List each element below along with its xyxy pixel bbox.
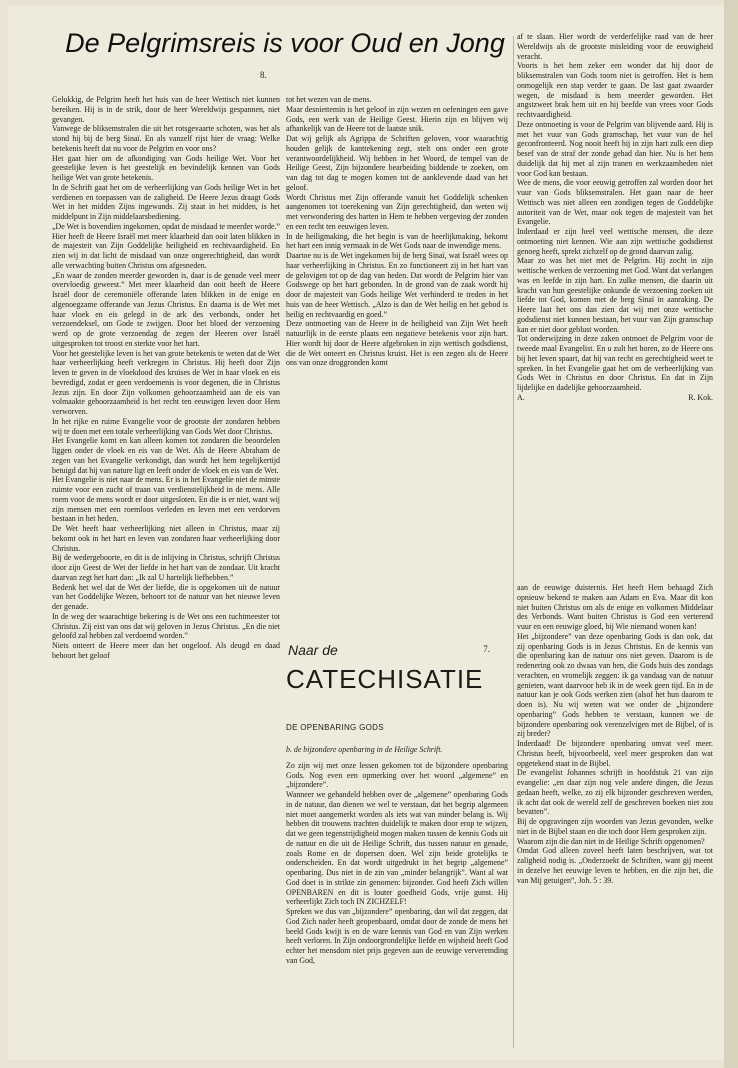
paragraph: Bij de opgravingen zijn woorden van Jezus gevonden, welke niet in de Bijbel staan en die toch door Hem gesproken zijn. [517,817,713,836]
paragraph: Wee de mens, die voor eeuwig getroffen zal worden door het vuur van Gods bliksemstralen. Het gaan naar de heer Wettisch was niet alleen een zondigen tegen de Goddelijke autoriteit van de Wet, maar ook tegen de majesteit van het Evangelie. [517,178,713,227]
paragraph: Omdat God alleen zoveel heeft laten beschrijven, wat tot zaligheid nodig is. „Onderzoekt de Schriften, want gij meent in dezelve het eeuwige leven te hebben, en die zijn het, die van Mij getuigen”, Joh. 5 : 39. [517,846,713,885]
paragraph: De evangelist Johannes schrijft in hoofdstuk 21 van zijn evangelie: „en daar zijn nog vele andere dingen, die Jezus gedaan heeft, welke, zo zij elk bijzonder geschreven werden, ik acht dat ook de wereld zelf de geschreven boeken niet zou bevatten”. [517,768,713,817]
paragraph: Waarom zijn die dan niet in de Heilige Schrift opgenomen? [517,836,705,846]
paragraph: Spreken we dus van „bijzondere” openbaring, dan wil dat zeggen, dat God Zich nader heeft geopenbaard, omdat door de zonde de mens het beeld Gods kwijt is en de ware kennis van God en van Zijn werken heeft verloren. In Zijn ondoorgrondelijke liefde en wijsheid heeft God echter het mensdom niet prijs gegeven aan de eeuwige ververemding van God, [286,907,508,965]
paragraph: Wordt Christus met Zijn offerande vanuit het Goddelijk schenken aangenomen tot toerekening van Zijn gerechtigheid, dan weten wij met verwondering des harten in Hem te hebben vergeving der zonden en een recht ten eeuwigen leven. [286,192,508,231]
paragraph: aan de eeuwige duisternis. Het heeft Hem behaagd Zich opnieuw bekend te maken aan Adam en Eva. Maar dit kon niet buiten Christus om als de enige en volkomen Middelaar des Verbonds. Want buiten Christus is God een verterend vuur en een eeuwige gloed, bij Wie niemand wonen kan! [517,583,713,631]
paragraph: Het Evangelie komt en kan alleen komen tot zondaren die beoordelen liggen onder de vloek en eis van de Wet. Als de Heere Abraham de zegen van het Evangelie verkondigt, dan wordt het hem tegelijkertijd betuigd dat hij van nature ligt en leeft onder de vloek en eis van de Wet. [52,436,280,475]
magazine-page [8,6,724,1060]
article-title: De Pelgrimsreis is voor Oud en Jong [65,28,505,58]
paragraph: Voor het geestelijke leven is het van grote betekenis te weten dat de Wet haar verheerlijking heeft verkregen in Christus. Hij heeft door Zijn leven te geven in de vloekdood des kruises de Wet in haar vloek en eis bevredigd, zodat er geen verdoemenis is voor degenen, die in Christus Jezus zijn. En door Zijn volkomen gehoorzaamheid aan de eis van volmaakte gehoorzaamheid is het recht ten eeuwigen leven door Hem verworven. [52,348,280,416]
paragraph: Het gaat hier om de afkondiging van Gods heilige Wet. Voor het geestelijke leven is het geestelijk en bevindelijk kennen van Gods heilige Wet van grote betekenis. [52,153,280,182]
section-subtitle: DE OPENBARING GODS [286,723,384,732]
paragraph: Het Evangelie is niet naar de mens. Er is in het Evangelie niet de minste ruimte voor een zucht of traan van verdienstelijkheid in de mens. Alle roem voor de mens wordt er door uitgesloten. En die is er niet, want wij zijn mensen met een roemloos verleden en leven met een verdorven bestaan in het heden. [52,475,280,524]
paragraph: In de heiligmaking, die het begin is van de heerlijkmaking, bekomt het hart een innig vermaak in de Wet Gods naar de inwendige mens. [286,231,508,251]
paragraph: tot het wezen van de mens. [286,95,372,104]
paragraph: Deze ontmoeting van de Heere in de heiligheid van Zijn Wet heeft natuurlijk in de eerste plaats een negatieve betekenis voor zijn hart. Hier wordt hij door de Heere afgebroken in zijn wettisch godsdienst, die de Wet onteert en Christus kruist. Het is een zegen als de Heere ons van onze droggronden komt [286,319,508,368]
paragraph: Maar desniettemin is het geloof in zijn wezen en oefeningen een gave Gods, een werk van de Heilige Geest. Hierin zijn en blijven wij afhankelijk van de Heere tot de laatste snik. [286,104,508,134]
section-prefix: Naar de [288,642,338,658]
paragraph: Bedenk het wel dat de Wet der liefde, die is opgekomen uit de natuur van het Goddelijke Wezen, behoort tot de natuur van het nieuwe leven der genade. [52,582,280,611]
pelgrim-column-1 [52,95,280,661]
paragraph: In het rijke en ruime Evangelie voor de grootste der zondaren hebben wij te doen met een totale verheerlijking van Gods Wet door Christus. [52,416,280,436]
catechisatie-column-2 [517,583,713,885]
author-signature: R. Kok. [688,392,713,402]
signature-line [517,393,713,403]
paragraph: Zo zijn wij met onze lessen gekomen tot de bijzondere openbaring Gods. Nog even een opmerking over het woord „algemene” en „bijzondere”. [286,760,508,790]
column-divider [513,36,514,1048]
paragraph: Voorts is het hem zeker een wonder dat hij door de bliksemstralen van Gods toorn niet is getroffen. Het is hem onmogelijk een stap verder te gaan. De last gaat zwaarder wegen, de misdaad is hem meerder geworden. Het angstzweet brak hem uit en hij beefde van vrees voor Gods rechtvaardigheid. [517,61,713,119]
paragraph: Inderdaad! De bijzondere openbaring omvat veel meer. Christus heeft, bijvoorbeeld, veel meer gesproken dan wat opgetekend staat in de Bijbel. [517,739,713,768]
signature-initial: A. [517,392,525,402]
paragraph: af te slaan. Hier wordt de verderfelijke raad van de heer Wereldwijs als de grootste misleiding voor de eeuwigheid veracht. [517,32,713,61]
paragraph: Bij de wedergeboorte, en dit is de inlijving in Christus, schrijft Christus door zijn Geest de Wet der liefde in het hart van de zondaar. Uit kracht daarvan zegt het hart dan: „Ik zal U hartelijk liefhebben.” [52,553,280,582]
catechisatie-heading [286,642,508,712]
paragraph: „En waar de zonden meerder geworden is, daar is de genade veel meer overvloedig geweest.” Met meer klaarheid dan ooit heeft de Heere Israël door de ceremoniële offerande laten blikken in de enige en algenoegzame offerande van Jezus Christus. En daarna is de Wet met haar vloek en eis gelegd in de ark des verbonds, onder het verzoendeksel, om Gode te zwijgen. Door het bloed der verzoening werd op de grote verzoendag de zegen der Heeren over Israël uitgesproken tot troost en sterkte voor het hart. [52,270,280,348]
paragraph: De Wet heeft haar verheerlijking niet alleen in Christus, maar zij bekomt ook in het hart en leven van zondaren haar verheerlijking door Christus. [52,524,280,553]
paragraph: „De Wet is bovendien ingekomen, opdat de misdaad te meerder worde.” Hier heeft de Heere Israël met meer klaarheid dan ooit laten blikken in de majesteit van Zijn Goddelijke heiligheid en rechtvaardigheid. En zien wij in dat licht de misdaad van onze ongerechtigheid, dan wordt alle verwachting buiten Christus ons afgesneden. [52,221,280,270]
pelgrim-column-3 [517,32,713,403]
paragraph: Wanneer we gehandeld hebben over de „algemene” openbaring Gods in de natuur, dan dienen we wel te verstaan, dat het begrip algemeen niet moet aangemerkt worden als iets wat van minder belang is. Wij hebben dit trouwens trachten duidelijk te maken door erop te wijzen, dat we geen tegenstrijdigheid mogen maken tussen de kennis Gods uit de natuur en die uit de Heilige Schrift, dus tussen natuur en genade, zoals Rome en de dopersen doen. Wel zijn beide grotelijks te onderscheiden. En dat wordt uitgedrukt in het begrip „algemene” openbaring. Dus niet in de zin van „minder belangrijk”. Want al wat God doet is in strikte zin genomen: bijzonder. God heeft Zich willen OPENBAREN en dit is louter goedheid Gods, vrije gunst. Hij verheerlijkt Zich toch IN ZICHZELF! [286,790,508,907]
page-spine [724,0,738,1068]
paragraph: Dat wij gelijk als Agrippa de Schriften geloven, voor waarachtig houden gelijk de kanttekening zegt, stelt ons onder een grote verantwoordelijkheid. Wij hebben in het Woord, de tempel van de Heilige Geest, Zijn bijzondere bearbeiding biddende te zoeken, om van dag tot dag te mogen komen tot de aanklevende daad van het geloof. [286,134,508,192]
paragraph: Maar zo was het niet met de Pelgrim. Hij zocht in zijn wettische werken de verzoening met God. Want dat verlangen was en leefde in zijn hart. En zulke mensen, die daarin uit kracht van hun geestelijke onkunde de verzoening zoeken uit liefde tot God, komen met de berg Sinaï in aanraking. De Heere laat het ons dan zien dat wij met onze wettische godsdienst niet kunnen bestaan, het vuur van Zijn gramschap kan er niet door geblust worden. [517,256,713,334]
section-title: CATECHISATIE [286,664,484,694]
paragraph: Vanwege de bliksemstralen die uit het rotsgevaarte schoten, was het als stond hij bij de berg Sinaï. En als vanzelf rijst hier de vraag: Welke betekenis heeft dat nu voor de Pelgrim en voor ons? [52,124,280,153]
paragraph-heading: b. de bijzondere openbaring in de Heilige Schrift. [286,745,443,754]
paragraph: Het „bijzondere” van deze openbaring Gods is dan ook, dat zij openbaring Gods is in Jezus Christus. En de kennis van die openbaring kan de natuur ons niet geven. Daarom is de redenering ook zo dwaas van hen, die Gods huis des zondags verachten, en vromelijk zeggen: ik ga vandaag van de natuur genieten, want daarvoor heb ik in de week geen tijd. En in de natuur kan je ook Gods werken zien (alsof het hun daarom te doen is). Nu wij weten wat we onder de „bijzondere openbaring” Gods hebben te verstaan, kunnen we de bijzondere openbaring ook verenzelvigen met de Bijbel, of is zij breder? [517,631,713,739]
paragraph: In de Schrift gaat het om de verheerlijking van Gods heilige Wet in het verdienen en toepassen van de zaligheid. De Heere Jezus draagt Gods Wet in het midden Zijns ingewands. Zij staat in het midden, is het middelpunt in Zijn middelaarsbediening. [52,182,280,221]
paragraph: Inderdaad er zijn heel veel wettische mensen, die deze ontmoeting niet kennen. Wie aan zijn wettische godsdienst genoeg heeft, sprekt zichzelf op de grond daarvan zalig. [517,227,713,256]
lesson-number: 7. [483,644,490,654]
paragraph: Daartoe nu is de Wet ingekomen bij de berg Sinaï, wat Israël wees op haar verheerlijking in Christus. En zo functioneert zij in het hart van de gelovigen tot op de dag van heden. Dat wordt de Pelgrim hier van Godswege op het hart gebonden. In de grond van de zaak wordt hij door de majesteit van Gods heilige Wet verhinderd te treden in het huis van de heer Wettisch. „Alzo is dan de Wet heilig en het gebod is heilig en rechtvaardig en goed.” [286,251,508,319]
page-number: 8. [260,70,267,80]
pelgrim-column-2 [286,95,508,368]
paragraph: Deze ontmoeting is voor de Pelgrim van blijvende aard. Hij is met het vuur van Gods gramschap, het vuur van de hel geconfronteerd. Nog nooit heeft hij in zijn hart zulk een diep besef van de straf der zonde gehad dan hier. Nu is het hem duidelijk dat hij met al zijn tranen en werkzaamheden niet voor God kan bestaan. [517,119,713,178]
paragraph: In de weg der waarachtige bekering is de Wet ons een tuchtmeester tot Christus. Zij eist van ons dat wij geloven in Jezus Christus. „En die niet geloofd zal hebben zal verdoemd worden.” [52,611,280,641]
paragraph: Tot onderwijzing in deze zaken ontmoet de Pelgrim voor de tweede maal Evangelist. En u zult het horen, zo de Heere ons bij het leven spaart, dat hij van recht en gerechtigheid weet te spreken. In het Evangelie gaat het om de verheerlijking van Gods Wet in Christus en door Christus. En dat in Zijn lijdelijke en dadelijke gehoorzaamheid. [517,334,713,392]
paragraph: Niets onteert de Heere meer dan het ongeloof. Als deugd en daad behoort het geloof [52,641,280,660]
catechisatie-column-1 [286,745,508,966]
paragraph: Gelukkig, de Pelgrim heeft het huis van de heer Wettisch niet kunnen bereiken. Hij is in de strik, door de heer Wereldwijs gespannen, niet gevangen. [52,95,280,124]
